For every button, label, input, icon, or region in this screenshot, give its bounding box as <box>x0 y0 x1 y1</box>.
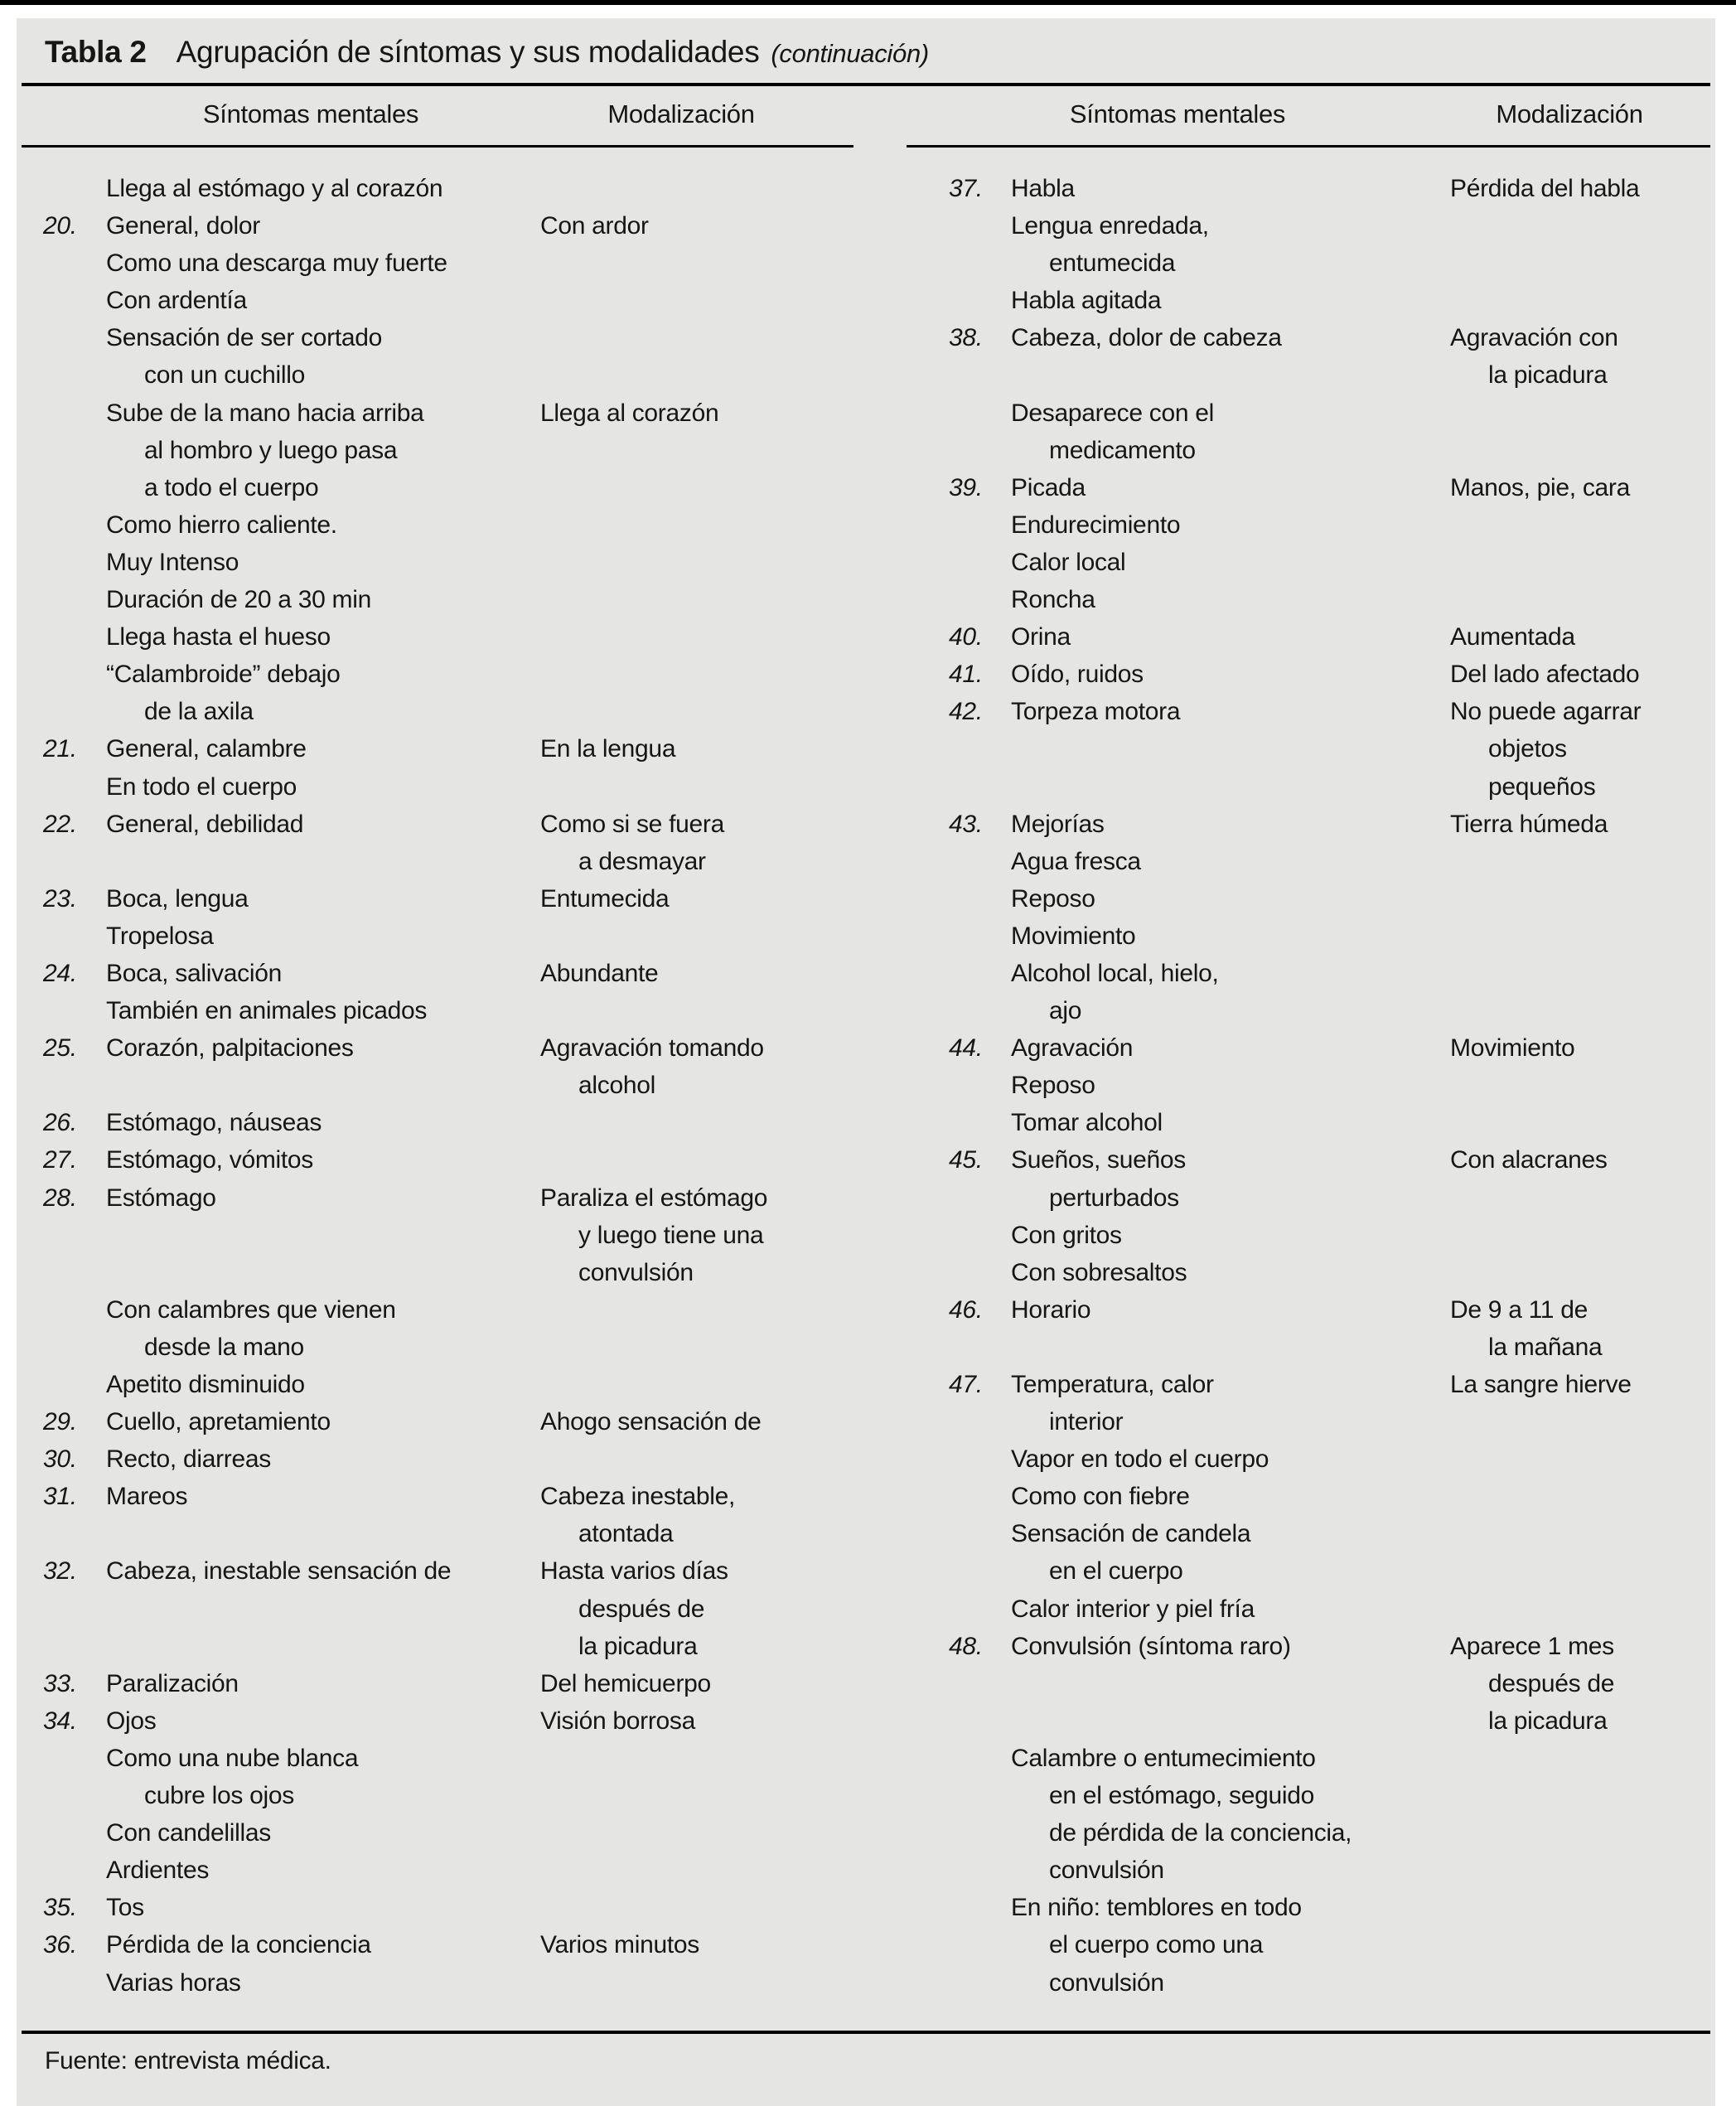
symptom-text: Ojos <box>106 1707 157 1735</box>
symptom-text: Estómago, vómitos <box>106 1146 314 1174</box>
table-row <box>870 1179 1715 1217</box>
table-row <box>870 1029 1715 1067</box>
table-row <box>17 1329 862 1366</box>
symptom-text: Como una descarga muy fuerte <box>106 249 447 278</box>
symptom-text: Habla agitada <box>1011 287 1162 315</box>
modality-text: De 9 a 11 de <box>1450 1295 1588 1324</box>
modality-text: la picadura <box>578 1632 698 1660</box>
symptom-text: Estómago <box>106 1184 216 1212</box>
table-title <box>45 35 929 70</box>
column-header-symptoms-left: Síntomas mentales <box>202 99 419 128</box>
rule-above-footer <box>22 2031 1710 2034</box>
modality-text: la picadura <box>1488 361 1608 390</box>
table-row <box>870 432 1715 469</box>
table-row <box>870 1552 1715 1590</box>
table-row <box>870 395 1715 432</box>
symptom-text: Boca, salivación <box>106 959 282 987</box>
item-number: 34. <box>43 1707 77 1735</box>
symptom-text: Con gritos <box>1011 1221 1122 1249</box>
item-number: 22. <box>43 810 77 838</box>
modality-text: Visión borrosa <box>540 1707 696 1735</box>
table-row <box>870 1329 1715 1366</box>
modality-text: atontada <box>578 1520 674 1548</box>
table-row <box>17 1590 862 1628</box>
symptom-text: Mareos <box>106 1483 188 1511</box>
symptom-text: Oído, ruidos <box>1011 661 1144 689</box>
symptom-text: Tropelosa <box>106 922 214 950</box>
table-row <box>17 356 862 394</box>
symptom-text: con un cuchillo <box>144 361 305 390</box>
symptom-text: Torpeza motora <box>1011 698 1181 726</box>
symptom-text: interior <box>1049 1408 1124 1436</box>
symptom-text: General, dolor <box>106 212 260 240</box>
symptom-text: Lengua enredada, <box>1011 212 1209 240</box>
table-panel <box>17 18 1715 2106</box>
symptom-text: Tomar alcohol <box>1011 1109 1163 1137</box>
symptom-text: “Calambroide” debajo <box>106 661 341 689</box>
table-row <box>870 469 1715 506</box>
page-top-border <box>0 0 1736 5</box>
table-row <box>17 1852 862 1889</box>
table-row <box>17 955 862 992</box>
table-row <box>870 1852 1715 1889</box>
modality-text: La sangre hierve <box>1450 1371 1632 1398</box>
table-title-suffix: (continuación) <box>771 39 929 68</box>
symptom-text: el cuerpo como una <box>1049 1931 1264 1959</box>
symptom-text: Agua fresca <box>1011 847 1141 875</box>
table-right-half <box>870 170 1715 2002</box>
table-row <box>870 1964 1715 2002</box>
modality-text: Entumecida <box>540 884 670 913</box>
table-row <box>17 1067 862 1104</box>
symptom-text: En todo el cuerpo <box>106 772 297 801</box>
symptom-text: Calambre o entumecimiento <box>1011 1744 1316 1772</box>
symptom-text: Ardientes <box>106 1857 210 1885</box>
table-row <box>870 1889 1715 1926</box>
symptom-text: Varias horas <box>106 1968 241 1997</box>
table-row <box>870 1104 1715 1141</box>
rule-under-title <box>22 83 1710 86</box>
item-number: 40. <box>949 623 983 651</box>
table-row <box>17 1403 862 1440</box>
modality-text: Hasta varios días <box>540 1557 728 1586</box>
table-row <box>870 1141 1715 1179</box>
table-row <box>17 395 862 432</box>
table-row <box>870 730 1715 767</box>
symptom-text: Pérdida de la conciencia <box>106 1931 371 1959</box>
table-row <box>870 1403 1715 1440</box>
table-row <box>17 1665 862 1702</box>
table-row <box>17 432 862 469</box>
item-number: 35. <box>43 1894 77 1922</box>
symptom-text: Sueños, sueños <box>1011 1146 1186 1174</box>
item-number: 26. <box>43 1109 77 1137</box>
table-row <box>17 730 862 767</box>
symptom-text: Vapor en todo el cuerpo <box>1011 1445 1269 1474</box>
table-title-text: Agrupación de síntomas y sus modalidades <box>176 35 760 69</box>
modality-text: Varios minutos <box>540 1931 699 1959</box>
item-number: 28. <box>43 1184 77 1212</box>
symptom-text: Horario <box>1011 1295 1091 1324</box>
column-header-symptoms-right: Síntomas mentales <box>1069 99 1286 128</box>
table-row <box>870 1440 1715 1478</box>
item-number: 46. <box>949 1295 983 1324</box>
modality-text: a desmayar <box>578 847 706 875</box>
table-row <box>870 880 1715 917</box>
modality-text: Paraliza el estómago <box>540 1184 768 1212</box>
rule-under-headers-right <box>907 145 1710 148</box>
modality-text: Del hemicuerpo <box>540 1669 711 1697</box>
symptom-text: Estómago, náuseas <box>106 1109 322 1137</box>
table-row <box>870 282 1715 319</box>
symptom-text: Roncha <box>1011 586 1095 614</box>
symptom-text: Tos <box>106 1894 144 1922</box>
table-row <box>17 768 862 806</box>
table-row <box>17 1254 862 1291</box>
table-row <box>870 656 1715 693</box>
symptom-text: Cabeza, dolor de cabeza <box>1011 324 1282 352</box>
modality-text: Manos, pie, cara <box>1450 473 1630 501</box>
symptom-text: Calor interior y piel fría <box>1011 1595 1255 1623</box>
item-number: 38. <box>949 324 983 352</box>
table-row <box>17 207 862 244</box>
symptom-text: Movimiento <box>1011 922 1136 950</box>
symptom-text: convulsión <box>1049 1968 1164 1997</box>
modality-text: después de <box>1488 1669 1615 1697</box>
table-row <box>870 319 1715 356</box>
table-row <box>17 1104 862 1141</box>
table-row <box>17 693 862 730</box>
symptom-text: Desaparece con el <box>1011 399 1215 427</box>
table-row <box>17 992 862 1029</box>
symptom-text: Endurecimiento <box>1011 511 1181 539</box>
symptom-text: Calor local <box>1011 548 1126 576</box>
table-row <box>17 843 862 880</box>
modality-text: Pérdida del habla <box>1450 175 1640 202</box>
table-row <box>870 992 1715 1029</box>
table-row <box>17 1179 862 1217</box>
table-row <box>17 469 862 506</box>
symptom-text: Agravación <box>1011 1034 1134 1063</box>
table-row <box>17 1478 862 1515</box>
table-row <box>870 955 1715 992</box>
modality-text: convulsión <box>578 1258 694 1286</box>
symptom-text: Muy Intenso <box>106 548 239 576</box>
symptom-text: Recto, diarreas <box>106 1445 271 1474</box>
modality-text: pequeños <box>1488 772 1596 801</box>
symptom-text: Con ardentía <box>106 287 247 315</box>
table-row <box>870 506 1715 544</box>
table-row <box>870 1291 1715 1329</box>
symptom-text: Paralización <box>106 1669 239 1697</box>
table-row <box>17 244 862 282</box>
symptom-text: Corazón, palpitaciones <box>106 1034 354 1063</box>
modality-text: después de <box>578 1595 705 1623</box>
symptom-text: perturbados <box>1049 1184 1179 1212</box>
table-row <box>17 806 862 843</box>
modality-text: Abundante <box>540 959 659 987</box>
symptom-text: Alcohol local, hielo, <box>1011 959 1219 987</box>
table-row <box>870 1254 1715 1291</box>
table-row <box>870 843 1715 880</box>
item-number: 24. <box>43 959 77 987</box>
table-row <box>870 1814 1715 1852</box>
symptom-text: Boca, lengua <box>106 884 249 913</box>
table-row <box>870 768 1715 806</box>
table-row <box>17 506 862 544</box>
modality-text: Ahogo sensación de <box>540 1408 762 1436</box>
item-number: 33. <box>43 1669 77 1697</box>
symptom-text: entumecida <box>1049 249 1176 278</box>
modality-text: la mañana <box>1488 1333 1603 1361</box>
table-row <box>17 1366 862 1403</box>
table-left-half <box>17 170 862 2002</box>
table-row <box>17 544 862 581</box>
symptom-text: En niño: temblores en todo <box>1011 1894 1302 1922</box>
item-number: 31. <box>43 1483 77 1511</box>
table-source-note: Fuente: entrevista médica. <box>45 2047 331 2075</box>
item-number: 39. <box>949 473 983 501</box>
modality-text: la picadura <box>1488 1707 1608 1735</box>
item-number: 32. <box>43 1557 77 1586</box>
symptom-text: en el estómago, seguido <box>1049 1782 1314 1810</box>
table-row <box>870 1777 1715 1814</box>
symptom-text: Apetito disminuido <box>106 1371 305 1398</box>
modality-text: y luego tiene una <box>578 1221 764 1249</box>
table-row <box>870 1926 1715 1963</box>
column-header-modality-right: Modalización <box>1496 99 1643 128</box>
table-row <box>17 1217 862 1254</box>
table-row <box>870 618 1715 656</box>
modality-text: alcohol <box>578 1072 655 1100</box>
modality-text: Movimiento <box>1450 1034 1575 1063</box>
table-row <box>17 1926 862 1963</box>
table-row <box>17 1628 862 1665</box>
table-row <box>17 1740 862 1777</box>
table-row <box>870 917 1715 955</box>
table-row <box>17 917 862 955</box>
symptom-text: General, calambre <box>106 735 307 763</box>
table-row <box>17 1141 862 1179</box>
table-row <box>870 1740 1715 1777</box>
table-row <box>870 1366 1715 1403</box>
symptom-text: Habla <box>1011 175 1075 202</box>
symptom-text: ajo <box>1049 997 1082 1025</box>
symptom-text: Duración de 20 a 30 min <box>106 586 371 614</box>
item-number: 21. <box>43 735 77 763</box>
table-row <box>17 1702 862 1740</box>
modality-text: Con alacranes <box>1450 1146 1608 1174</box>
modality-text: Llega al corazón <box>540 399 719 427</box>
table-row <box>17 1029 862 1067</box>
table-row <box>17 1515 862 1552</box>
table-row <box>870 581 1715 618</box>
symptom-text: También en animales picados <box>106 997 428 1025</box>
table-row <box>17 1964 862 2002</box>
symptom-text: Con sobresaltos <box>1011 1258 1187 1286</box>
item-number: 47. <box>949 1371 983 1398</box>
modality-text: objetos <box>1488 735 1567 763</box>
symptom-text: Orina <box>1011 623 1071 651</box>
table-row <box>17 282 862 319</box>
table-row <box>17 656 862 693</box>
table-row <box>870 1067 1715 1104</box>
table-row <box>870 544 1715 581</box>
table-row <box>870 1478 1715 1515</box>
item-number: 43. <box>949 810 983 838</box>
table-row <box>870 1628 1715 1665</box>
symptom-text: de la axila <box>144 698 254 726</box>
item-number: 23. <box>43 884 77 913</box>
symptom-text: Convulsión (síntoma raro) <box>1011 1632 1291 1660</box>
symptom-text: General, debilidad <box>106 810 304 838</box>
symptom-text: Llega al estómago y al corazón <box>106 175 443 202</box>
table-row <box>870 1515 1715 1552</box>
symptom-text: Con candelillas <box>106 1819 271 1847</box>
symptom-text: de pérdida de la conciencia, <box>1049 1819 1352 1847</box>
item-number: 36. <box>43 1931 77 1959</box>
symptom-text: Como hierro caliente. <box>106 511 337 539</box>
symptom-text: Sensación de candela <box>1011 1520 1251 1548</box>
table-row <box>870 244 1715 282</box>
table-title-label: Tabla 2 <box>45 35 147 69</box>
table-row <box>870 356 1715 394</box>
item-number: 42. <box>949 698 983 726</box>
table-row <box>870 1665 1715 1702</box>
symptom-text: Mejorías <box>1011 810 1105 838</box>
modality-text: Cabeza inestable, <box>540 1483 736 1511</box>
table-row <box>870 1702 1715 1740</box>
symptom-text: cubre los ojos <box>144 1782 294 1810</box>
table-row <box>17 880 862 917</box>
table-row <box>17 319 862 356</box>
symptom-text: Como una nube blanca <box>106 1744 359 1772</box>
item-number: 30. <box>43 1445 77 1474</box>
table-row <box>17 1291 862 1329</box>
item-number: 41. <box>949 661 983 689</box>
modality-text: Con ardor <box>540 212 649 240</box>
table-row <box>17 1440 862 1478</box>
item-number: 48. <box>949 1632 983 1660</box>
symptom-text: Cuello, apretamiento <box>106 1408 331 1436</box>
symptom-text: Reposo <box>1011 884 1095 913</box>
column-header-modality-left: Modalización <box>607 99 755 128</box>
symptom-text: en el cuerpo <box>1049 1557 1183 1586</box>
item-number: 37. <box>949 175 983 202</box>
symptom-text: Picada <box>1011 473 1086 501</box>
item-number: 20. <box>43 212 77 240</box>
item-number: 44. <box>949 1034 983 1063</box>
modality-text: No puede agarrar <box>1450 698 1642 726</box>
item-number: 25. <box>43 1034 77 1063</box>
modality-text: En la lengua <box>540 735 676 763</box>
symptom-text: Como con fiebre <box>1011 1483 1190 1511</box>
table-row <box>870 207 1715 244</box>
item-number: 27. <box>43 1146 77 1174</box>
table-row <box>870 1590 1715 1628</box>
table-row <box>17 1814 862 1852</box>
modality-text: Del lado afectado <box>1450 661 1640 689</box>
modality-text: Aumentada <box>1450 623 1575 651</box>
symptom-text: convulsión <box>1049 1857 1164 1885</box>
symptom-text: Temperatura, calor <box>1011 1371 1214 1398</box>
symptom-text: Reposo <box>1011 1072 1095 1100</box>
symptom-text: Con calambres que vienen <box>106 1295 396 1324</box>
table-row <box>870 806 1715 843</box>
table-row <box>870 1217 1715 1254</box>
rule-under-headers-left <box>22 145 853 148</box>
symptom-text: desde la mano <box>144 1333 304 1361</box>
table-row <box>870 170 1715 207</box>
item-number: 45. <box>949 1146 983 1174</box>
table-row <box>17 581 862 618</box>
table-row <box>17 618 862 656</box>
modality-text: Como si se fuera <box>540 810 724 838</box>
table-row <box>870 693 1715 730</box>
symptom-text: Cabeza, inestable sensación de <box>106 1557 452 1586</box>
modality-text: Agravación tomando <box>540 1034 764 1063</box>
table-row <box>17 1889 862 1926</box>
table-row <box>17 1777 862 1814</box>
modality-text: Tierra húmeda <box>1450 810 1608 838</box>
table-row <box>17 170 862 207</box>
symptom-text: a todo el cuerpo <box>144 473 319 501</box>
item-number: 29. <box>43 1408 77 1436</box>
symptom-text: al hombro y luego pasa <box>144 436 398 464</box>
symptom-text: Sensación de ser cortado <box>106 324 383 352</box>
table-row <box>17 1552 862 1590</box>
symptom-text: Sube de la mano hacia arriba <box>106 399 424 427</box>
symptom-text: medicamento <box>1049 436 1196 464</box>
symptom-text: Llega hasta el hueso <box>106 623 331 651</box>
modality-text: Aparece 1 mes <box>1450 1632 1614 1660</box>
modality-text: Agravación con <box>1450 324 1618 352</box>
